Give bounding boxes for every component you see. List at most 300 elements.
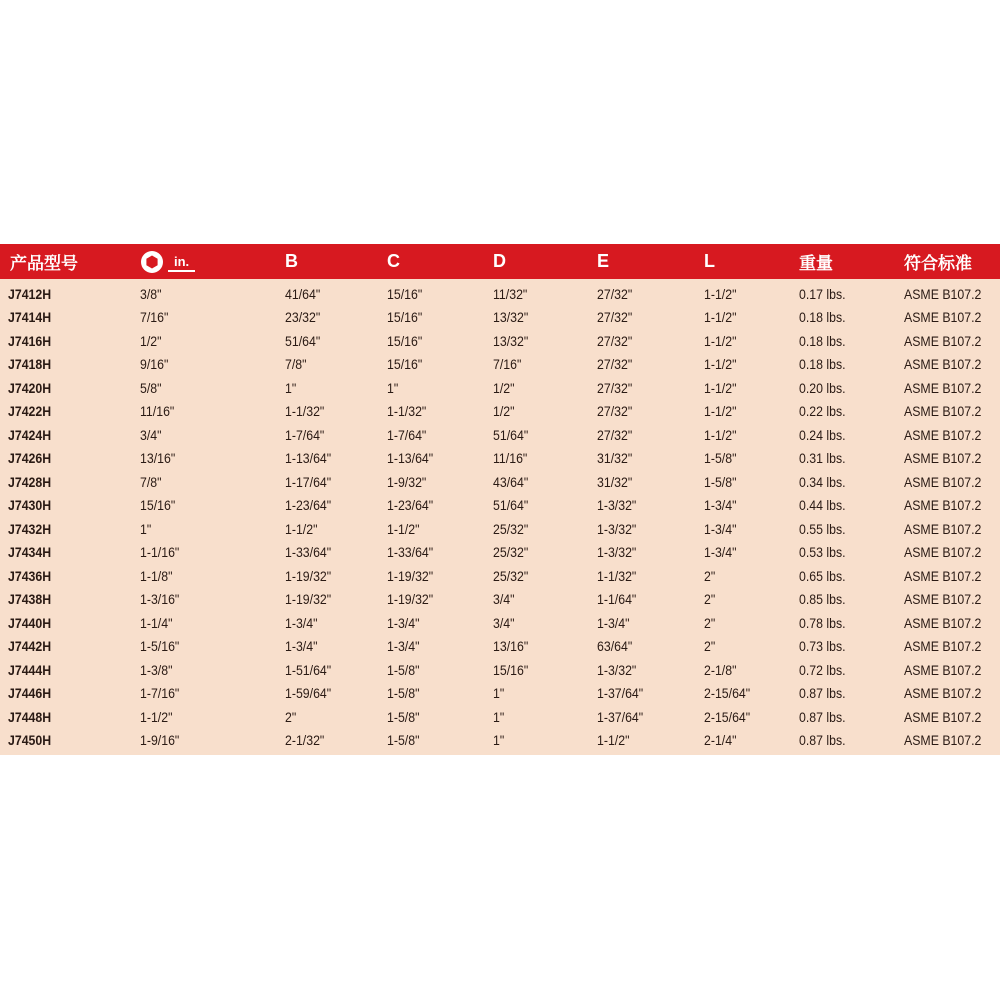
cell-e-text: 31/32"	[597, 473, 633, 490]
cell-standard	[900, 568, 1000, 584]
cell-c-text: 1-13/64"	[387, 450, 434, 467]
cell-e-text: 27/32"	[597, 285, 633, 302]
table-row	[0, 705, 1000, 729]
cell-model	[0, 450, 134, 466]
cell-standard-text: ASME B107.2	[904, 685, 982, 702]
cell-b	[282, 709, 384, 725]
cell-e-text: 1-3/32"	[597, 520, 637, 537]
cell-l-text: 2"	[704, 567, 716, 584]
cell-l	[698, 474, 796, 490]
cell-c-text: 15/16"	[387, 285, 423, 302]
cell-size	[134, 356, 282, 372]
cell-d	[489, 709, 592, 725]
cell-weight	[796, 450, 900, 466]
cell-b-text: 1-7/64"	[285, 426, 325, 443]
cell-standard	[900, 356, 1000, 372]
cell-d-text: 1/2"	[493, 379, 515, 396]
cell-model-text: J7428H	[8, 473, 52, 490]
cell-c	[384, 591, 489, 607]
cell-l	[698, 380, 796, 396]
cell-b-text: 1-59/64"	[285, 685, 332, 702]
table-row	[0, 611, 1000, 635]
cell-b-text: 1-3/4"	[285, 614, 318, 631]
cell-d-text: 43/64"	[493, 473, 529, 490]
cell-d	[489, 685, 592, 701]
cell-c	[384, 286, 489, 302]
cell-d-text: 15/16"	[493, 661, 529, 678]
cell-c	[384, 380, 489, 396]
cell-size	[134, 403, 282, 419]
table-row	[0, 541, 1000, 565]
cell-l-text: 1-1/2"	[704, 356, 737, 373]
cell-model-text: J7436H	[8, 567, 52, 584]
cell-weight-text: 0.55 lbs.	[799, 520, 846, 537]
cell-d	[489, 638, 592, 654]
cell-size-text: 1"	[140, 520, 152, 537]
cell-e-text: 1-3/4"	[597, 614, 630, 631]
header-b: B	[285, 251, 298, 271]
cell-size-text: 5/8"	[140, 379, 162, 396]
cell-c-text: 15/16"	[387, 309, 423, 326]
cell-weight	[796, 497, 900, 513]
cell-e-text: 63/64"	[597, 638, 633, 655]
cell-standard-text: ASME B107.2	[904, 732, 982, 749]
cell-model	[0, 638, 134, 654]
cell-e	[592, 521, 698, 537]
table-row	[0, 588, 1000, 612]
header-size	[134, 250, 282, 274]
cell-e	[592, 638, 698, 654]
cell-weight-text: 0.72 lbs.	[799, 661, 846, 678]
cell-standard-text: ASME B107.2	[904, 473, 982, 490]
cell-b-text: 1-3/4"	[285, 638, 318, 655]
cell-c-text: 1-19/32"	[387, 591, 434, 608]
cell-l	[698, 685, 796, 701]
cell-b	[282, 732, 384, 748]
cell-c	[384, 662, 489, 678]
cell-l-text: 1-1/2"	[704, 285, 737, 302]
cell-l-text: 1-1/2"	[704, 332, 737, 349]
cell-model	[0, 309, 134, 325]
cell-e-text: 27/32"	[597, 309, 633, 326]
cell-b-text: 1-19/32"	[285, 591, 332, 608]
cell-standard-text: ASME B107.2	[904, 638, 982, 655]
cell-d	[489, 732, 592, 748]
cell-weight	[796, 333, 900, 349]
cell-model-text: J7430H	[8, 497, 52, 514]
table-row	[0, 470, 1000, 494]
cell-model-text: J7424H	[8, 426, 52, 443]
cell-weight-text: 0.44 lbs.	[799, 497, 846, 514]
cell-l-text: 1-5/8"	[704, 473, 737, 490]
cell-c-text: 1-3/4"	[387, 638, 420, 655]
header-d: D	[493, 251, 506, 271]
cell-b-text: 2-1/32"	[285, 732, 325, 749]
cell-standard	[900, 497, 1000, 513]
cell-e	[592, 450, 698, 466]
table-row	[0, 282, 1000, 306]
cell-e-text: 1-37/64"	[597, 685, 644, 702]
cell-size	[134, 309, 282, 325]
cell-l-text: 1-5/8"	[704, 450, 737, 467]
cell-c-text: 15/16"	[387, 356, 423, 373]
cell-size-text: 1-9/16"	[140, 732, 180, 749]
cell-standard	[900, 450, 1000, 466]
cell-l	[698, 638, 796, 654]
cell-size-text: 1-1/2"	[140, 708, 173, 725]
cell-weight	[796, 568, 900, 584]
cell-c	[384, 638, 489, 654]
header-l: L	[704, 251, 715, 271]
cell-size-text: 7/16"	[140, 309, 169, 326]
cell-c	[384, 356, 489, 372]
cell-standard	[900, 309, 1000, 325]
cell-size-text: 1-3/16"	[140, 591, 180, 608]
header-e: E	[597, 251, 610, 271]
cell-l-text: 1-1/2"	[704, 379, 737, 396]
cell-l	[698, 286, 796, 302]
cell-weight	[796, 638, 900, 654]
cell-b-text: 41/64"	[285, 285, 321, 302]
cell-size-text: 1-3/8"	[140, 661, 173, 678]
cell-d	[489, 474, 592, 490]
table-row	[0, 564, 1000, 588]
cell-c	[384, 521, 489, 537]
table-row	[0, 400, 1000, 424]
cell-e	[592, 286, 698, 302]
cell-standard	[900, 521, 1000, 537]
cell-model	[0, 403, 134, 419]
cell-d-text: 1"	[493, 685, 505, 702]
table-header-row	[0, 244, 1000, 279]
cell-b	[282, 450, 384, 466]
cell-weight-text: 0.85 lbs.	[799, 591, 846, 608]
table-row	[0, 517, 1000, 541]
cell-b-text: 1-13/64"	[285, 450, 332, 467]
cell-e-text: 1-37/64"	[597, 708, 644, 725]
cell-model	[0, 521, 134, 537]
cell-model-text: J7438H	[8, 591, 52, 608]
cell-l-text: 1-3/4"	[704, 497, 737, 514]
cell-c	[384, 568, 489, 584]
cell-e	[592, 356, 698, 372]
cell-b-text: 2"	[285, 708, 297, 725]
cell-e	[592, 615, 698, 631]
cell-b-text: 1-19/32"	[285, 567, 332, 584]
cell-standard-text: ASME B107.2	[904, 450, 982, 467]
cell-e	[592, 474, 698, 490]
cell-d-text: 7/16"	[493, 356, 522, 373]
cell-l-text: 2-1/8"	[704, 661, 737, 678]
cell-model-text: J7450H	[8, 732, 52, 749]
cell-weight	[796, 427, 900, 443]
cell-e-text: 27/32"	[597, 426, 633, 443]
cell-size	[134, 474, 282, 490]
cell-d	[489, 497, 592, 513]
cell-size	[134, 521, 282, 537]
cell-l	[698, 521, 796, 537]
cell-standard-text: ASME B107.2	[904, 379, 982, 396]
cell-standard	[900, 474, 1000, 490]
cell-d-text: 25/32"	[493, 567, 529, 584]
cell-c	[384, 427, 489, 443]
cell-e	[592, 732, 698, 748]
cell-d	[489, 662, 592, 678]
cell-model	[0, 685, 134, 701]
table-row	[0, 682, 1000, 706]
cell-c-text: 1-7/64"	[387, 426, 427, 443]
cell-b	[282, 568, 384, 584]
cell-standard	[900, 662, 1000, 678]
cell-d	[489, 521, 592, 537]
cell-weight-text: 0.87 lbs.	[799, 685, 846, 702]
cell-b-text: 1-1/32"	[285, 403, 325, 420]
cell-size	[134, 544, 282, 560]
cell-weight	[796, 286, 900, 302]
cell-model-text: J7444H	[8, 661, 52, 678]
table-row	[0, 658, 1000, 682]
cell-d	[489, 286, 592, 302]
cell-size-text: 15/16"	[140, 497, 176, 514]
cell-e	[592, 309, 698, 325]
cell-l	[698, 662, 796, 678]
cell-e	[592, 497, 698, 513]
cell-model	[0, 497, 134, 513]
cell-size	[134, 591, 282, 607]
cell-standard	[900, 286, 1000, 302]
cell-e-text: 1-1/2"	[597, 732, 630, 749]
cell-c	[384, 403, 489, 419]
cell-c-text: 1-9/32"	[387, 473, 427, 490]
cell-standard-text: ASME B107.2	[904, 332, 982, 349]
cell-d-text: 25/32"	[493, 520, 529, 537]
cell-e-text: 1-1/32"	[597, 567, 637, 584]
cell-c	[384, 497, 489, 513]
spec-table	[0, 244, 1000, 755]
cell-weight-text: 0.18 lbs.	[799, 332, 846, 349]
cell-d	[489, 403, 592, 419]
cell-l	[698, 450, 796, 466]
cell-l-text: 1-1/2"	[704, 403, 737, 420]
cell-e-text: 27/32"	[597, 379, 633, 396]
cell-b	[282, 662, 384, 678]
cell-model	[0, 356, 134, 372]
cell-standard	[900, 544, 1000, 560]
cell-c-text: 1-5/8"	[387, 685, 420, 702]
cell-size	[134, 380, 282, 396]
cell-size	[134, 662, 282, 678]
cell-l	[698, 403, 796, 419]
cell-c-text: 1-5/8"	[387, 732, 420, 749]
cell-e-text: 1-3/32"	[597, 661, 637, 678]
cell-weight-text: 0.78 lbs.	[799, 614, 846, 631]
cell-d	[489, 544, 592, 560]
cell-b	[282, 427, 384, 443]
cell-d-text: 51/64"	[493, 497, 529, 514]
cell-weight	[796, 521, 900, 537]
cell-weight	[796, 732, 900, 748]
cell-model-text: J7414H	[8, 309, 52, 326]
cell-size-text: 11/16"	[140, 403, 175, 420]
cell-size-text: 3/4"	[140, 426, 162, 443]
cell-d-text: 1/2"	[493, 403, 515, 420]
cell-weight-text: 0.18 lbs.	[799, 309, 846, 326]
cell-weight-text: 0.22 lbs.	[799, 403, 846, 420]
cell-d	[489, 427, 592, 443]
cell-l-text: 2"	[704, 614, 716, 631]
cell-b	[282, 403, 384, 419]
cell-model	[0, 591, 134, 607]
cell-standard	[900, 403, 1000, 419]
cell-c-text: 1-3/4"	[387, 614, 420, 631]
cell-size	[134, 568, 282, 584]
cell-c-text: 1-5/8"	[387, 708, 420, 725]
cell-weight	[796, 615, 900, 631]
cell-c	[384, 309, 489, 325]
header-model: 产品型号	[10, 254, 78, 273]
cell-d-text: 25/32"	[493, 544, 529, 561]
cell-model	[0, 568, 134, 584]
cell-e-text: 27/32"	[597, 403, 633, 420]
table-row	[0, 353, 1000, 377]
cell-e-text: 1-3/32"	[597, 544, 637, 561]
cell-model-text: J7446H	[8, 685, 52, 702]
cell-e	[592, 380, 698, 396]
cell-c	[384, 544, 489, 560]
cell-l	[698, 568, 796, 584]
cell-standard-text: ASME B107.2	[904, 614, 982, 631]
header-c: C	[387, 251, 400, 271]
cell-size	[134, 450, 282, 466]
cell-model-text: J7412H	[8, 285, 52, 302]
cell-model-text: J7448H	[8, 708, 52, 725]
table-row	[0, 423, 1000, 447]
cell-b-text: 23/32"	[285, 309, 321, 326]
cell-model	[0, 380, 134, 396]
cell-size-text: 3/8"	[140, 285, 162, 302]
cell-l	[698, 732, 796, 748]
header-weight: 重量	[799, 254, 833, 273]
cell-model-text: J7418H	[8, 356, 52, 373]
cell-weight-text: 0.53 lbs.	[799, 544, 846, 561]
table-row	[0, 329, 1000, 353]
cell-d	[489, 333, 592, 349]
cell-standard	[900, 333, 1000, 349]
cell-weight	[796, 591, 900, 607]
cell-b	[282, 685, 384, 701]
cell-weight	[796, 309, 900, 325]
cell-model	[0, 732, 134, 748]
cell-e-text: 27/32"	[597, 356, 633, 373]
cell-c	[384, 685, 489, 701]
hex-nut-icon	[140, 250, 164, 274]
cell-b	[282, 333, 384, 349]
cell-weight-text: 0.65 lbs.	[799, 567, 846, 584]
cell-size-text: 13/16"	[140, 450, 176, 467]
cell-c	[384, 709, 489, 725]
cell-l	[698, 427, 796, 443]
cell-b-text: 1-23/64"	[285, 497, 332, 514]
cell-e	[592, 591, 698, 607]
cell-l	[698, 309, 796, 325]
cell-weight	[796, 709, 900, 725]
cell-l	[698, 333, 796, 349]
cell-c-text: 1-19/32"	[387, 567, 434, 584]
cell-standard-text: ASME B107.2	[904, 708, 982, 725]
cell-d-text: 3/4"	[493, 591, 515, 608]
cell-c	[384, 615, 489, 631]
cell-c-text: 1-1/32"	[387, 403, 427, 420]
cell-weight-text: 0.18 lbs.	[799, 356, 846, 373]
cell-b-text: 7/8"	[285, 356, 307, 373]
cell-model-text: J7440H	[8, 614, 52, 631]
cell-size-text: 1-1/16"	[140, 544, 180, 561]
cell-b-text: 1-33/64"	[285, 544, 332, 561]
cell-standard-text: ASME B107.2	[904, 661, 982, 678]
cell-weight	[796, 403, 900, 419]
cell-size	[134, 333, 282, 349]
cell-standard-text: ASME B107.2	[904, 426, 982, 443]
cell-model	[0, 662, 134, 678]
table-row	[0, 729, 1000, 753]
cell-e-text: 1-3/32"	[597, 497, 637, 514]
cell-weight-text: 0.34 lbs.	[799, 473, 846, 490]
cell-model	[0, 333, 134, 349]
cell-d	[489, 615, 592, 631]
cell-standard-text: ASME B107.2	[904, 544, 982, 561]
cell-l-text: 2-15/64"	[704, 708, 751, 725]
cell-model	[0, 427, 134, 443]
cell-model-text: J7422H	[8, 403, 52, 420]
table-row	[0, 447, 1000, 471]
cell-weight	[796, 662, 900, 678]
cell-e	[592, 333, 698, 349]
cell-c	[384, 450, 489, 466]
cell-weight	[796, 685, 900, 701]
cell-size	[134, 427, 282, 443]
cell-weight	[796, 380, 900, 396]
cell-e	[592, 709, 698, 725]
cell-d-text: 1"	[493, 708, 505, 725]
cell-e	[592, 662, 698, 678]
cell-model-text: J7432H	[8, 520, 52, 537]
cell-l	[698, 709, 796, 725]
cell-standard	[900, 685, 1000, 701]
cell-model	[0, 544, 134, 560]
cell-d	[489, 309, 592, 325]
table-row	[0, 306, 1000, 330]
cell-standard-text: ASME B107.2	[904, 520, 982, 537]
cell-c-text: 1-1/2"	[387, 520, 420, 537]
cell-b	[282, 474, 384, 490]
cell-standard	[900, 615, 1000, 631]
cell-b	[282, 544, 384, 560]
cell-weight-text: 0.17 lbs.	[799, 285, 846, 302]
cell-standard	[900, 732, 1000, 748]
cell-c	[384, 333, 489, 349]
cell-standard	[900, 380, 1000, 396]
cell-standard-text: ASME B107.2	[904, 497, 982, 514]
cell-b	[282, 591, 384, 607]
cell-c-text: 1"	[387, 379, 399, 396]
cell-e-text: 1-1/64"	[597, 591, 637, 608]
cell-model	[0, 709, 134, 725]
cell-size	[134, 638, 282, 654]
size-unit-label: in.	[168, 255, 195, 272]
cell-model-text: J7420H	[8, 379, 52, 396]
table-row	[0, 494, 1000, 518]
cell-weight-text: 0.87 lbs.	[799, 732, 846, 749]
